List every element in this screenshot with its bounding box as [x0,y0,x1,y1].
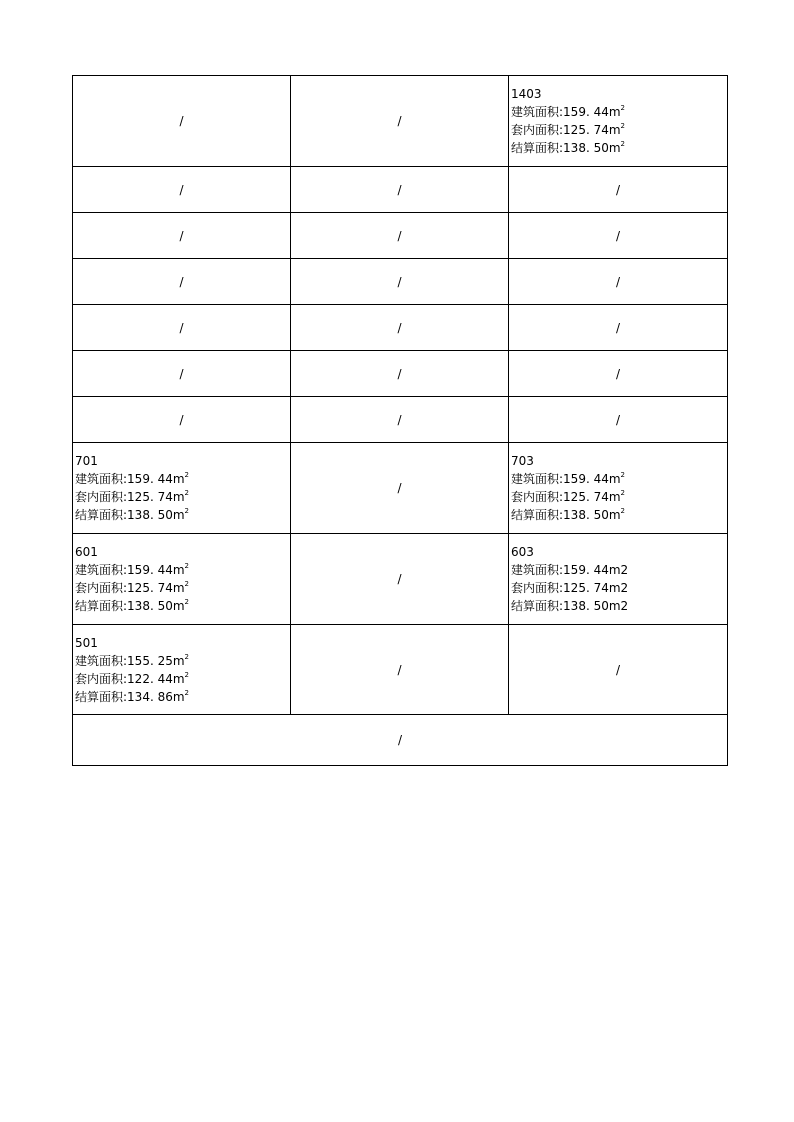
area-value: 125. 74m2 [563,581,629,595]
area-value: 125. 74m [127,581,185,595]
empty-cell: / [509,625,728,715]
area-label: 结算面积: [511,508,564,522]
unit-cell [73,534,291,625]
area-unit-exponent: 2 [184,598,190,606]
area-value: 159. 44m [127,472,185,486]
table-footer-row [73,715,728,766]
area-unit-exponent: 2 [184,580,190,588]
area-label: 建筑面积: [75,563,128,577]
area-unit-exponent: 2 [620,471,626,479]
table-row [73,259,728,305]
area-line [75,506,290,524]
area-label: 套内面积: [511,581,564,595]
empty-cell: / [291,305,509,351]
area-line [511,103,727,121]
area-value: 138. 50m [127,599,185,613]
empty-cell: / [291,213,509,259]
empty-cell: / [291,351,509,397]
empty-cell: / [73,397,291,443]
area-unit-exponent: 2 [620,122,626,130]
area-label: 建筑面积: [511,105,564,119]
area-unit-exponent: 2 [620,140,626,148]
unit-cell [509,534,728,625]
empty-cell: / [73,167,291,213]
empty-cell: / [73,76,291,167]
area-line [75,597,290,615]
table-row [73,534,728,625]
area-line [75,652,290,670]
area-line [511,597,727,615]
table-row [73,213,728,259]
floor-area-table-body [73,76,728,766]
empty-cell: / [291,76,509,167]
empty-cell: / [291,397,509,443]
area-value: 159. 44m [127,563,185,577]
area-line [511,470,727,488]
area-label: 套内面积: [75,671,128,686]
area-line [511,506,727,524]
area-line [75,579,290,597]
table-row [73,397,728,443]
table-row [73,76,728,167]
table-row [73,625,728,715]
unit-number: 603 [511,545,534,559]
area-label: 套内面积: [75,490,128,504]
area-label: 建筑面积: [511,472,564,486]
empty-cell: / [291,443,509,534]
area-line [511,139,727,157]
area-label: 建筑面积: [75,653,128,668]
area-unit-exponent: 2 [184,489,190,497]
area-value: 159. 44m [563,105,621,119]
area-line [511,579,727,597]
empty-cell: / [291,167,509,213]
footer-empty-cell: / [73,715,728,766]
unit-number: 1403 [511,87,542,101]
area-unit-exponent: 2 [184,562,190,570]
empty-cell: / [291,259,509,305]
unit-number: 501 [75,635,98,650]
area-unit-exponent: 2 [184,652,190,661]
empty-cell: / [509,305,728,351]
empty-cell: / [291,625,509,715]
area-line [75,561,290,579]
table-row [73,305,728,351]
unit-number: 601 [75,545,98,559]
area-line [75,688,290,706]
empty-cell: / [73,351,291,397]
empty-cell: / [509,397,728,443]
area-value: 138. 50m [127,508,185,522]
unit-number: 701 [75,454,98,468]
area-label: 结算面积: [511,599,564,613]
empty-cell: / [73,213,291,259]
area-value: 125. 74m [127,490,185,504]
area-value: 125. 74m [563,123,621,137]
area-unit-exponent: 2 [620,489,626,497]
area-line [511,488,727,506]
floor-area-table [72,75,728,766]
area-value: 125. 74m [563,490,621,504]
table-row [73,443,728,534]
empty-cell: / [73,259,291,305]
empty-cell: / [509,351,728,397]
area-value: 138. 50m [563,508,621,522]
area-label: 套内面积: [511,123,564,137]
area-unit-exponent: 2 [184,688,190,697]
area-unit-exponent: 2 [184,507,190,515]
area-unit-exponent: 2 [620,104,626,112]
unit-number: 703 [511,454,534,468]
area-value: 138. 50m [563,141,621,155]
area-value: 138. 50m2 [563,599,629,613]
area-label: 结算面积: [511,141,564,155]
area-label: 结算面积: [75,599,128,613]
area-line [511,121,727,139]
unit-cell [73,625,291,715]
unit-cell [509,443,728,534]
table-row [73,167,728,213]
empty-cell: / [73,305,291,351]
area-value: 134. 86m [127,689,185,704]
area-value: 159. 44m [563,472,621,486]
area-value: 159. 44m2 [563,563,629,577]
area-unit-exponent: 2 [620,507,626,515]
area-label: 建筑面积: [511,563,564,577]
area-unit-exponent: 2 [184,670,190,679]
area-label: 结算面积: [75,689,128,704]
unit-cell [509,76,728,167]
empty-cell: / [291,534,509,625]
area-label: 建筑面积: [75,472,128,486]
empty-cell: / [509,213,728,259]
area-label: 套内面积: [75,581,128,595]
table-row [73,351,728,397]
area-line [511,561,727,579]
area-value: 122. 44m [127,671,185,686]
area-unit-exponent: 2 [184,471,190,479]
area-label: 结算面积: [75,508,128,522]
area-line [75,470,290,488]
area-line [75,670,290,688]
empty-cell: / [509,259,728,305]
area-label: 套内面积: [511,490,564,504]
unit-cell [73,443,291,534]
area-line [75,488,290,506]
empty-cell: / [509,167,728,213]
area-value: 155. 25m [127,653,185,668]
